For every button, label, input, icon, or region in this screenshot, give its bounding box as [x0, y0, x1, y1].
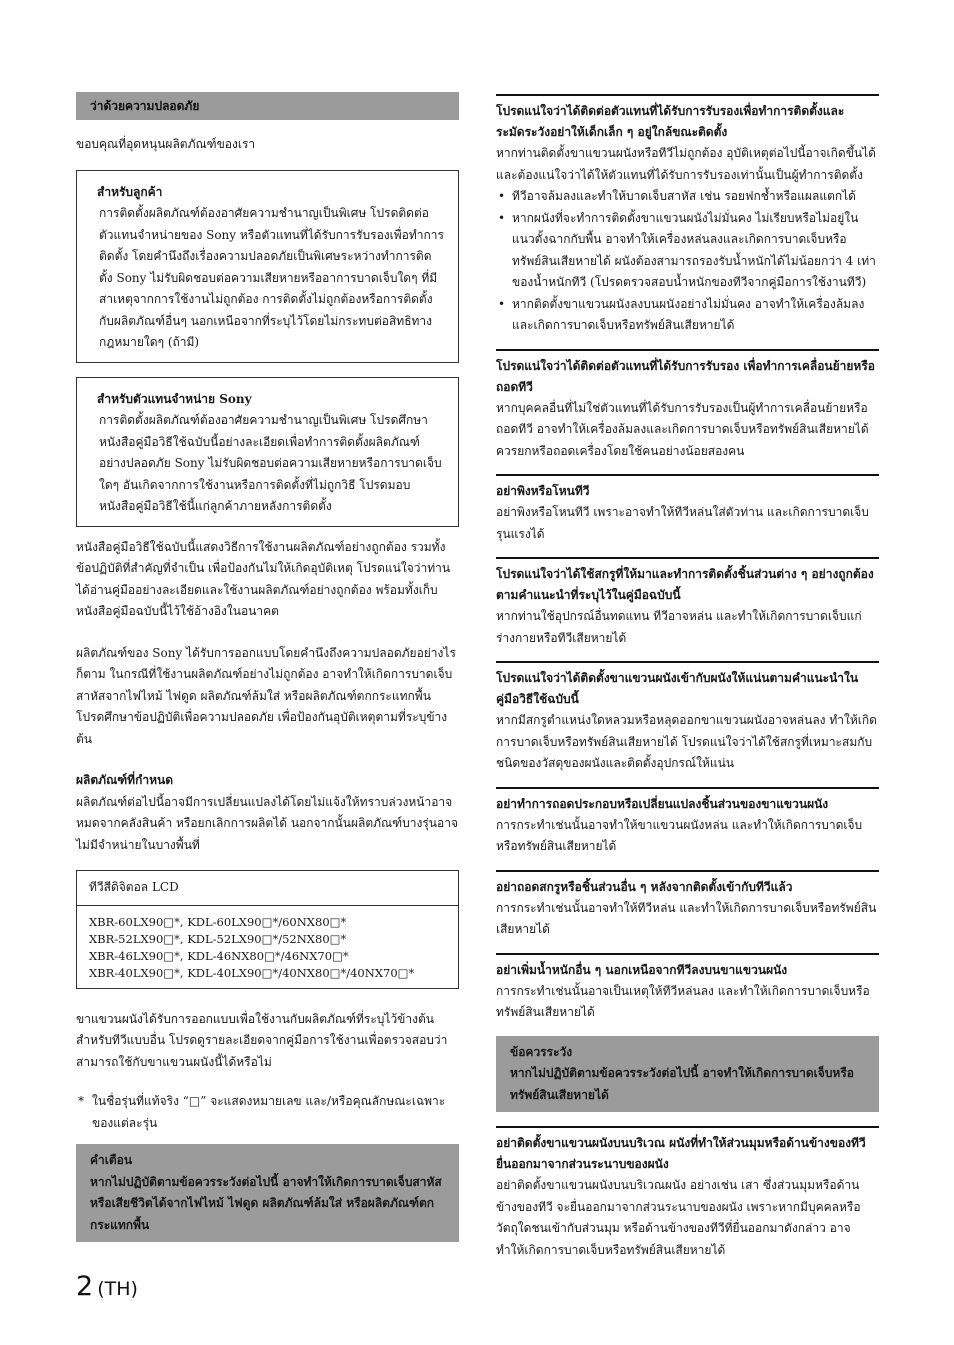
- section-authorized-install: [496, 94, 879, 337]
- customers-box-title: สำหรับลูกค้า: [97, 184, 163, 199]
- model-list: [77, 906, 458, 988]
- bullet-item: [496, 294, 879, 337]
- customers-box-body: การติดตั้งผลิตภัณฑ์ต้องอาศัยความชำนาญเป็นพิเศษ โปรดติดต่อตัวแทนจำหน่ายของ Sony หรือตัวแทนที่ได้รับการรับรองเพื่อทำการติดตั้ง โดยคำนึงถึงเรื่องความปลอดภัยเป็นพิเศษระหว่างทำการติดตั้ง Sony ไม่รับผิดชอบต่อความเสียหายหรืออาการบาดเจ็บใดๆ ที่มีสาเหตุจากการใช้งานไม่ถูกต้อง การติดตั้งไม่ถูกต้องหรือการติดตั้งกับผลิตภัณฑ์อื่นๆ นอกเหนือจากที่ระบุไว้โดยไม่กระทบต่อสิทธิทางกฎหมายใดๆ (ถ้ามี): [99, 206, 444, 349]
- model-name-note: [76, 1091, 459, 1134]
- section-body: การกระทำเช่นนั้นอาจเป็นเหตุให้ทีวีหล่นลง และทำให้เกิดการบาดเจ็บหรือทรัพย์สินเสียหายได้: [496, 983, 870, 1019]
- page-number-digit: 2: [76, 1271, 94, 1302]
- section-body: หากท่านติดตั้งขาแขวนผนังหรือทีวีไม่ถูกต้อง อุบัติเหตุต่อไปนี้อาจเกิดขึ้นได้ และต้องแน่ใจว่าได้ให้ตัวแทนที่ได้รับการรับรองเท่านั้นเป็นผู้ทำการติดตั้ง: [496, 146, 876, 182]
- caution-title: ข้อควรระวัง: [510, 1044, 573, 1059]
- bullet-text: หากติดตั้งขาแขวนผนังลงบนผนังอย่างไม่มั่นคง อาจทำให้เครื่องล้มลงและเกิดการบาดเจ็บหรือทรัพย์สินเสียหายได้: [512, 296, 865, 332]
- section-title: อย่าพิงหรือโหนทีวี: [496, 484, 590, 498]
- dealers-box-title: สำหรับตัวแทนจำหน่าย Sony: [97, 391, 252, 406]
- model-row: XBR-40LX90□*, KDL-40LX90□*/40NX80□*/40NX70□*: [89, 965, 415, 980]
- section-title: โปรดแน่ใจว่าได้ติดต่อตัวแทนที่ได้รับการรับรอง เพื่อทำการเคลื่อนย้ายหรือถอดทีวี: [496, 358, 875, 394]
- dealers-box-body: การติดตั้งผลิตภัณฑ์ต้องอาศัยความชำนาญเป็นพิเศษ โปรดศึกษาหนังสือคู่มือวิธีใช้ฉบับนี้อย่างละเอียดเพื่อทำการติดตั้งผลิตภัณฑ์อย่างปลอดภัย Sony ไม่รับผิดชอบต่อความเสียหายหรือการบาดเจ็บใดๆ อันเกิดจากการใช้งานหรือการติดตั้งที่ไม่ถูกวิธี โปรดมอบหนังสือคู่มือวิธีใช้นี้แก่ลูกค้าภายหลังการติดตั้ง: [99, 413, 442, 513]
- specified-products-section: [76, 770, 459, 856]
- customers-box: [76, 170, 459, 363]
- section-body: หากบุคคลอื่นที่ไม่ใช่ตัวแทนที่ได้รับการรับรองเป็นผู้ทำการเคลื่อนย้ายหรือถอดทีวี อาจทำให้เครื่องล้มลงและเกิดการบาดเจ็บหรือทรัพย์สินเสียหายได้ ควรยกหรือถอดเครื่องโดยใช้คนอย่างน้อยสองคน: [496, 400, 869, 458]
- section-secure-mount: [496, 661, 879, 775]
- section-supplied-screws: [496, 557, 879, 649]
- bullet-dot-icon: •: [498, 189, 506, 203]
- intro-text: ขอบคุณที่อุดหนุนผลิตภัณฑ์ของเรา: [76, 137, 256, 151]
- section-title: โปรดแน่ใจว่าได้ติดต่อตัวแทนที่ได้รับการรับรองเพื่อทำการติดตั้งและระมัดระวังอย่าให้เด็กเล็ก ๆ อยู่ใกล้ขณะติดตั้ง: [496, 104, 845, 139]
- specified-products-title: ผลิตภัณฑ์ที่กำหนด: [76, 773, 174, 787]
- model-row: XBR-60LX90□*, KDL-60LX90□*/60NX80□*: [89, 914, 347, 929]
- section-move-remove: [496, 349, 879, 463]
- caution-band: [496, 1036, 879, 1113]
- sony-safety-paragraph: ผลิตภัณฑ์ของ Sony ได้รับการออกแบบโดยคำนึงถึงความปลอดภัยอย่างไรก็ตาม ในกรณีที่ใช้งานผลิตภัณฑ์อย่างไม่ถูกต้อง อาจทำให้เกิดการบาดเจ็บสาหัสจากไฟไหม้ ไฟดูด ผลิตภัณฑ์ล้มใส่ หรือผลิตภัณฑ์ตกกระแทกพื้น โปรดศึกษาข้อปฏิบัติเพื่อความปลอดภัย เพื่อป้องกันอุบัติเหตุตามที่ระบุข้างต้น: [76, 645, 456, 746]
- section-body: อย่าติดตั้งขาแขวนผนังบนบริเวณผนัง อย่างเช่น เสา ซึ่งส่วนมุมหรือด้านข้างของทีวี จะยื่นออกมาจากส่วนระนาบของผนัง เพราะหากมีบุคคลหรือวัตถุใดชนเข้ากับส่วนมุม หรือด้านข้างของทีวีที่ยื่นออกมาดังกล่าว อาจทำให้เกิดการบาดเจ็บหรือทรัพย์สินเสียหายได้: [496, 1178, 861, 1257]
- dealers-box: [76, 377, 459, 527]
- caution-body: หากไม่ปฏิบัติตามข้อควรระวังต่อไปนี้ อาจทำให้เกิดการบาดเจ็บหรือทรัพย์สินเสียหายได้: [510, 1066, 854, 1102]
- section-title: อย่าเพิ่มน้ำหนักอื่น ๆ นอกเหนือจากทีวีลงบนขาแขวนผนัง: [496, 962, 788, 977]
- section-body: การกระทำเช่นนั้นอาจทำให้ทีวีหล่น และทำให้เกิดการบาดเจ็บหรือทรัพย์สินเสียหายได้: [496, 900, 877, 936]
- bullet-dot-icon: •: [498, 296, 506, 311]
- bracket-compat-paragraph: ขาแขวนผนังได้รับการออกแบบเพื่อใช้งานกับผลิตภัณฑ์ที่ระบุไว้ข้างต้นสำหรับทีวีแบบอื่น โปรดดูรายละเอียดจากคู่มือการใช้งานเพื่อตรวจสอบว่าสามารถใช้กับขาแขวนผนังนี้ได้หรือไม่: [76, 1011, 448, 1069]
- section-wall-projection: [496, 1126, 879, 1261]
- section-title: อย่าติดตั้งขาแขวนผนังบนบริเวณ ผนังที่ทำให้ส่วนมุมหรือด้านข้างของทีวียื่นออกมาจากส่วนระนาบของผนัง: [496, 1136, 866, 1171]
- model-table: [76, 870, 459, 989]
- page-language-code: (TH): [97, 1278, 138, 1300]
- model-table-header: ทีวีสีดิจิตอล LCD: [77, 871, 458, 906]
- bullet-text: ทีวีอาจล้มลงและทำให้บาดเจ็บสาหัส เช่น รอยฟกช้ำหรือแผลแตกได้: [512, 189, 856, 203]
- section-title: อย่าถอดสกรูหรือชิ้นส่วนอื่น ๆ หลังจากติดตั้งเข้ากับทีวีแล้ว: [496, 879, 793, 894]
- bullet-item: [496, 208, 879, 294]
- left-column: [76, 92, 459, 1242]
- model-row: XBR-52LX90□*, KDL-52LX90□*/52NX80□*: [89, 931, 347, 946]
- warning-band: [76, 1144, 459, 1242]
- section-no-modify: [496, 787, 879, 858]
- manual-usage-paragraph: หนังสือคู่มือวิธีใช้ฉบับนี้แสดงวิธีการใช้งานผลิตภัณฑ์อย่างถูกต้อง รวมทั้งข้อปฏิบัติที่สำคัญที่จำเป็น เพื่อป้องกันไม่ให้เกิดอุบัติเหตุ โปรดแน่ใจว่าท่านได้อ่านคู่มืออย่างละเอียดและใช้งานผลิตภัณฑ์อย่างถูกต้อง พร้อมทั้งเก็บหนังสือคู่มือฉบับนี้ไว้ใช้อ้างอิงในอนาคต: [76, 539, 451, 618]
- bullet-item: [496, 186, 879, 208]
- section-title: โปรดแน่ใจว่าได้ใช้สกรูที่ให้มาและทำการติดตั้งชิ้นส่วนต่าง ๆ อย่างถูกต้องตามคำแนะนำที่ระบุไว้ในคู่มือฉบับนี้: [496, 567, 874, 602]
- safety-section-title: ว่าด้วยความปลอดภัย: [76, 92, 459, 120]
- section-no-extra-load: [496, 953, 879, 1024]
- section-title: อย่าทำการถอดประกอบหรือเปลี่ยนแปลงชิ้นส่วนของขาแขวนผนัง: [496, 796, 829, 811]
- model-row: XBR-46LX90□*, KDL-46NX80□*/46NX70□*: [89, 948, 349, 963]
- bullet-text: หากผนังที่จะทำการติดตั้งขาแขวนผนังไม่มั่นคง ไม่เรียบหรือไม่อยู่ในแนวตั้งฉากกับพื้น อาจทำให้เครื่องหล่นลงและเกิดการบาดเจ็บหรือทรัพย์สินเสียหายได้ ผนังต้องสามารถรองรับน้ำหนักได้ไม่น้อยกว่า 4 เท่าของน้ำหนักทีวี (โปรดตรวจสอบน้ำหนักของทีวีจากคู่มือการใช้งานทีวี): [512, 210, 876, 289]
- bullet-dot-icon: •: [498, 210, 506, 225]
- section-body: หากท่านใช้อุปกรณ์อื่นทดแทน ทีวีอาจหล่น และทำให้เกิดการบาดเจ็บแก่ร่างกายหรือทีวีเสียหายได้: [496, 609, 862, 645]
- right-column: [496, 92, 879, 1273]
- section-no-remove-screws: [496, 870, 879, 941]
- note-asterisk: *: [78, 1094, 84, 1108]
- section-body: อย่าพิงหรือโหนทีวี เพราะอาจทำให้ทีวีหล่นใส่ตัวท่าน และเกิดการบาดเจ็บรุนแรงได้: [496, 505, 869, 541]
- warning-body: หากไม่ปฏิบัติตามข้อควรระวังต่อไปนี้ อาจทำให้เกิดการบาดเจ็บสาหัสหรือเสียชีวิตได้จากไฟไหม้ ไฟดูด ผลิตภัณฑ์ล้มใส่ หรือผลิตภัณฑ์ตกกระแทกพื้น: [90, 1174, 442, 1232]
- section-body: การกระทำเช่นนั้นอาจทำให้ขาแขวนผนังหล่น และทำให้เกิดการบาดเจ็บหรือทรัพย์สินเสียหายได้: [496, 817, 863, 853]
- warning-title: คำเตือน: [90, 1153, 133, 1167]
- section-body: หากมีสกรูตำแหน่งใดหลวมหรือหลุดออกขาแขวนผนังอาจหล่นลง ทำให้เกิดการบาดเจ็บหรือทรัพย์สินเสียหายได้ โปรดแน่ใจว่าได้ใช้สกรูที่เหมาะสมกับชนิดของวัสดุของผนังและติดตั้งอุปกรณ์ให้แน่น: [496, 713, 877, 770]
- note-text: ในชื่อรุ่นที่แท้จริง “□” จะแสดงหมายเลข และ/หรือคุณลักษณะเฉพาะของแต่ละรุ่น: [92, 1094, 446, 1130]
- section-no-lean: [496, 474, 879, 545]
- specified-products-body: ผลิตภัณฑ์ต่อไปนี้อาจมีการเปลี่ยนแปลงได้โดยไม่แจ้งให้ทราบล่วงหน้าอาจหมดจากคลังสินค้า หรือยกเลิกการผลิตได้ นอกจากนั้นผลิตภัณฑ์บางรุ่นอาจไม่มีจำหน่ายในบางพื้นที่: [76, 794, 458, 852]
- page-number: [76, 1271, 138, 1303]
- section-title: โปรดแน่ใจว่าได้ติดตั้งขาแขวนผนังเข้ากับผนังให้แน่นตามคำแนะนำในคู่มือวิธีใช้ฉบับนี้: [496, 671, 859, 706]
